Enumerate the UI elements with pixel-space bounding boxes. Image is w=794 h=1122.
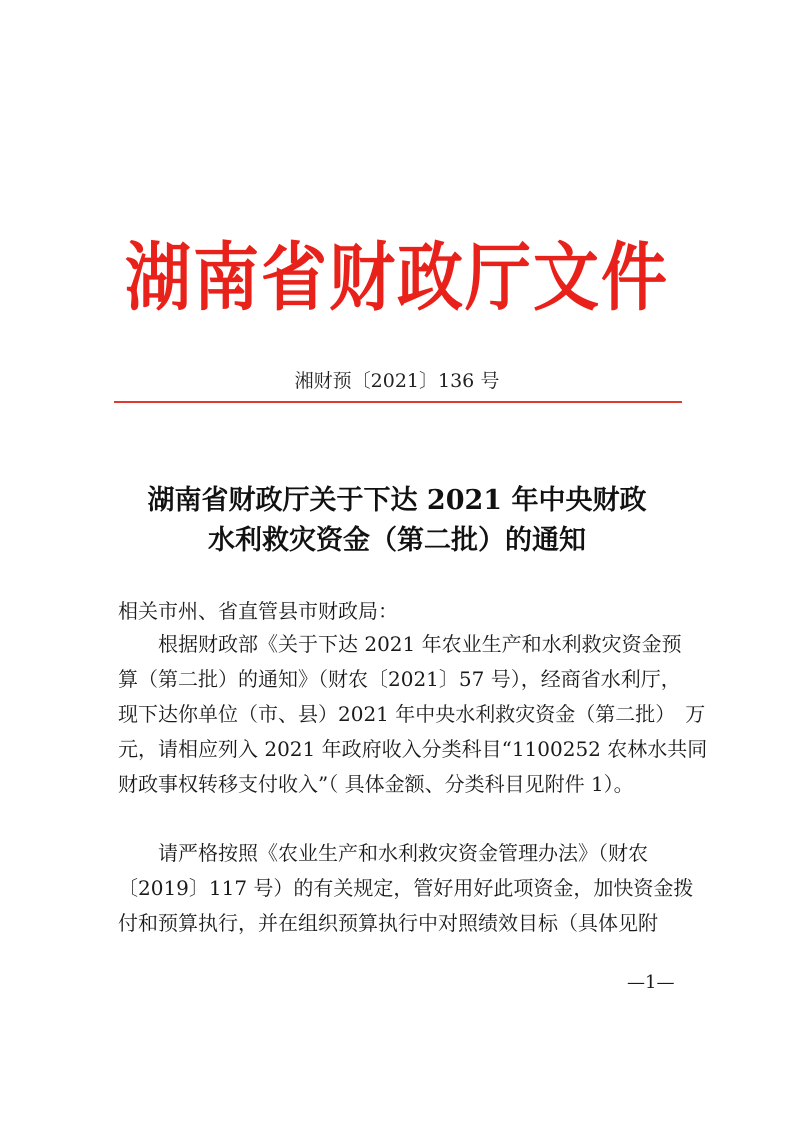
paragraph-1 (118, 627, 708, 802)
paragraph-2-line: 请严格按照《农业生产和水利救灾资金管理办法》（财农 (158, 841, 648, 865)
paragraph-2-line: 付和预算执行，并在组织预算执行中对照绩效目标（具体见附 (118, 911, 658, 935)
document-number: 湘财预〔2021〕136 号 (294, 370, 500, 392)
notice-title-line-2: 水利救灾资金（第二批）的通知 (208, 525, 586, 556)
issuer-header-title: 湖南省财政厅文件 (125, 234, 669, 322)
paragraph-1-line: 现下达你单位（市、县）2021 年中央水利救灾资金（第二批） 万 (118, 702, 706, 726)
notice-title-line-1: 湖南省财政厅关于下达 2021 年中央财政 (147, 485, 647, 516)
red-divider-line (114, 401, 682, 403)
paragraph-2-line: 〔2019〕117 号）的有关规定，管好用好此项资金，加快资金拨 (118, 876, 694, 900)
paragraph-1-line: 根据财政部《关于下达 2021 年农业生产和水利救灾资金预 (158, 632, 682, 656)
salutation: 相关市州、省直管县市财政局： (118, 599, 398, 623)
paragraph-1-line: 算（第二批）的通知》（财农〔2021〕57 号），经商省水利厅， (118, 667, 681, 691)
paragraph-2 (118, 836, 694, 941)
paragraph-1-line: 元，请相应列入 2021 年政府收入分类科目“1100252 农林水共同 (118, 737, 708, 761)
paragraph-1-line: 财政事权转移支付收入”（ 具体金额、分类科目见附件 1）。 (118, 772, 634, 796)
page-number: —1— (627, 972, 675, 993)
